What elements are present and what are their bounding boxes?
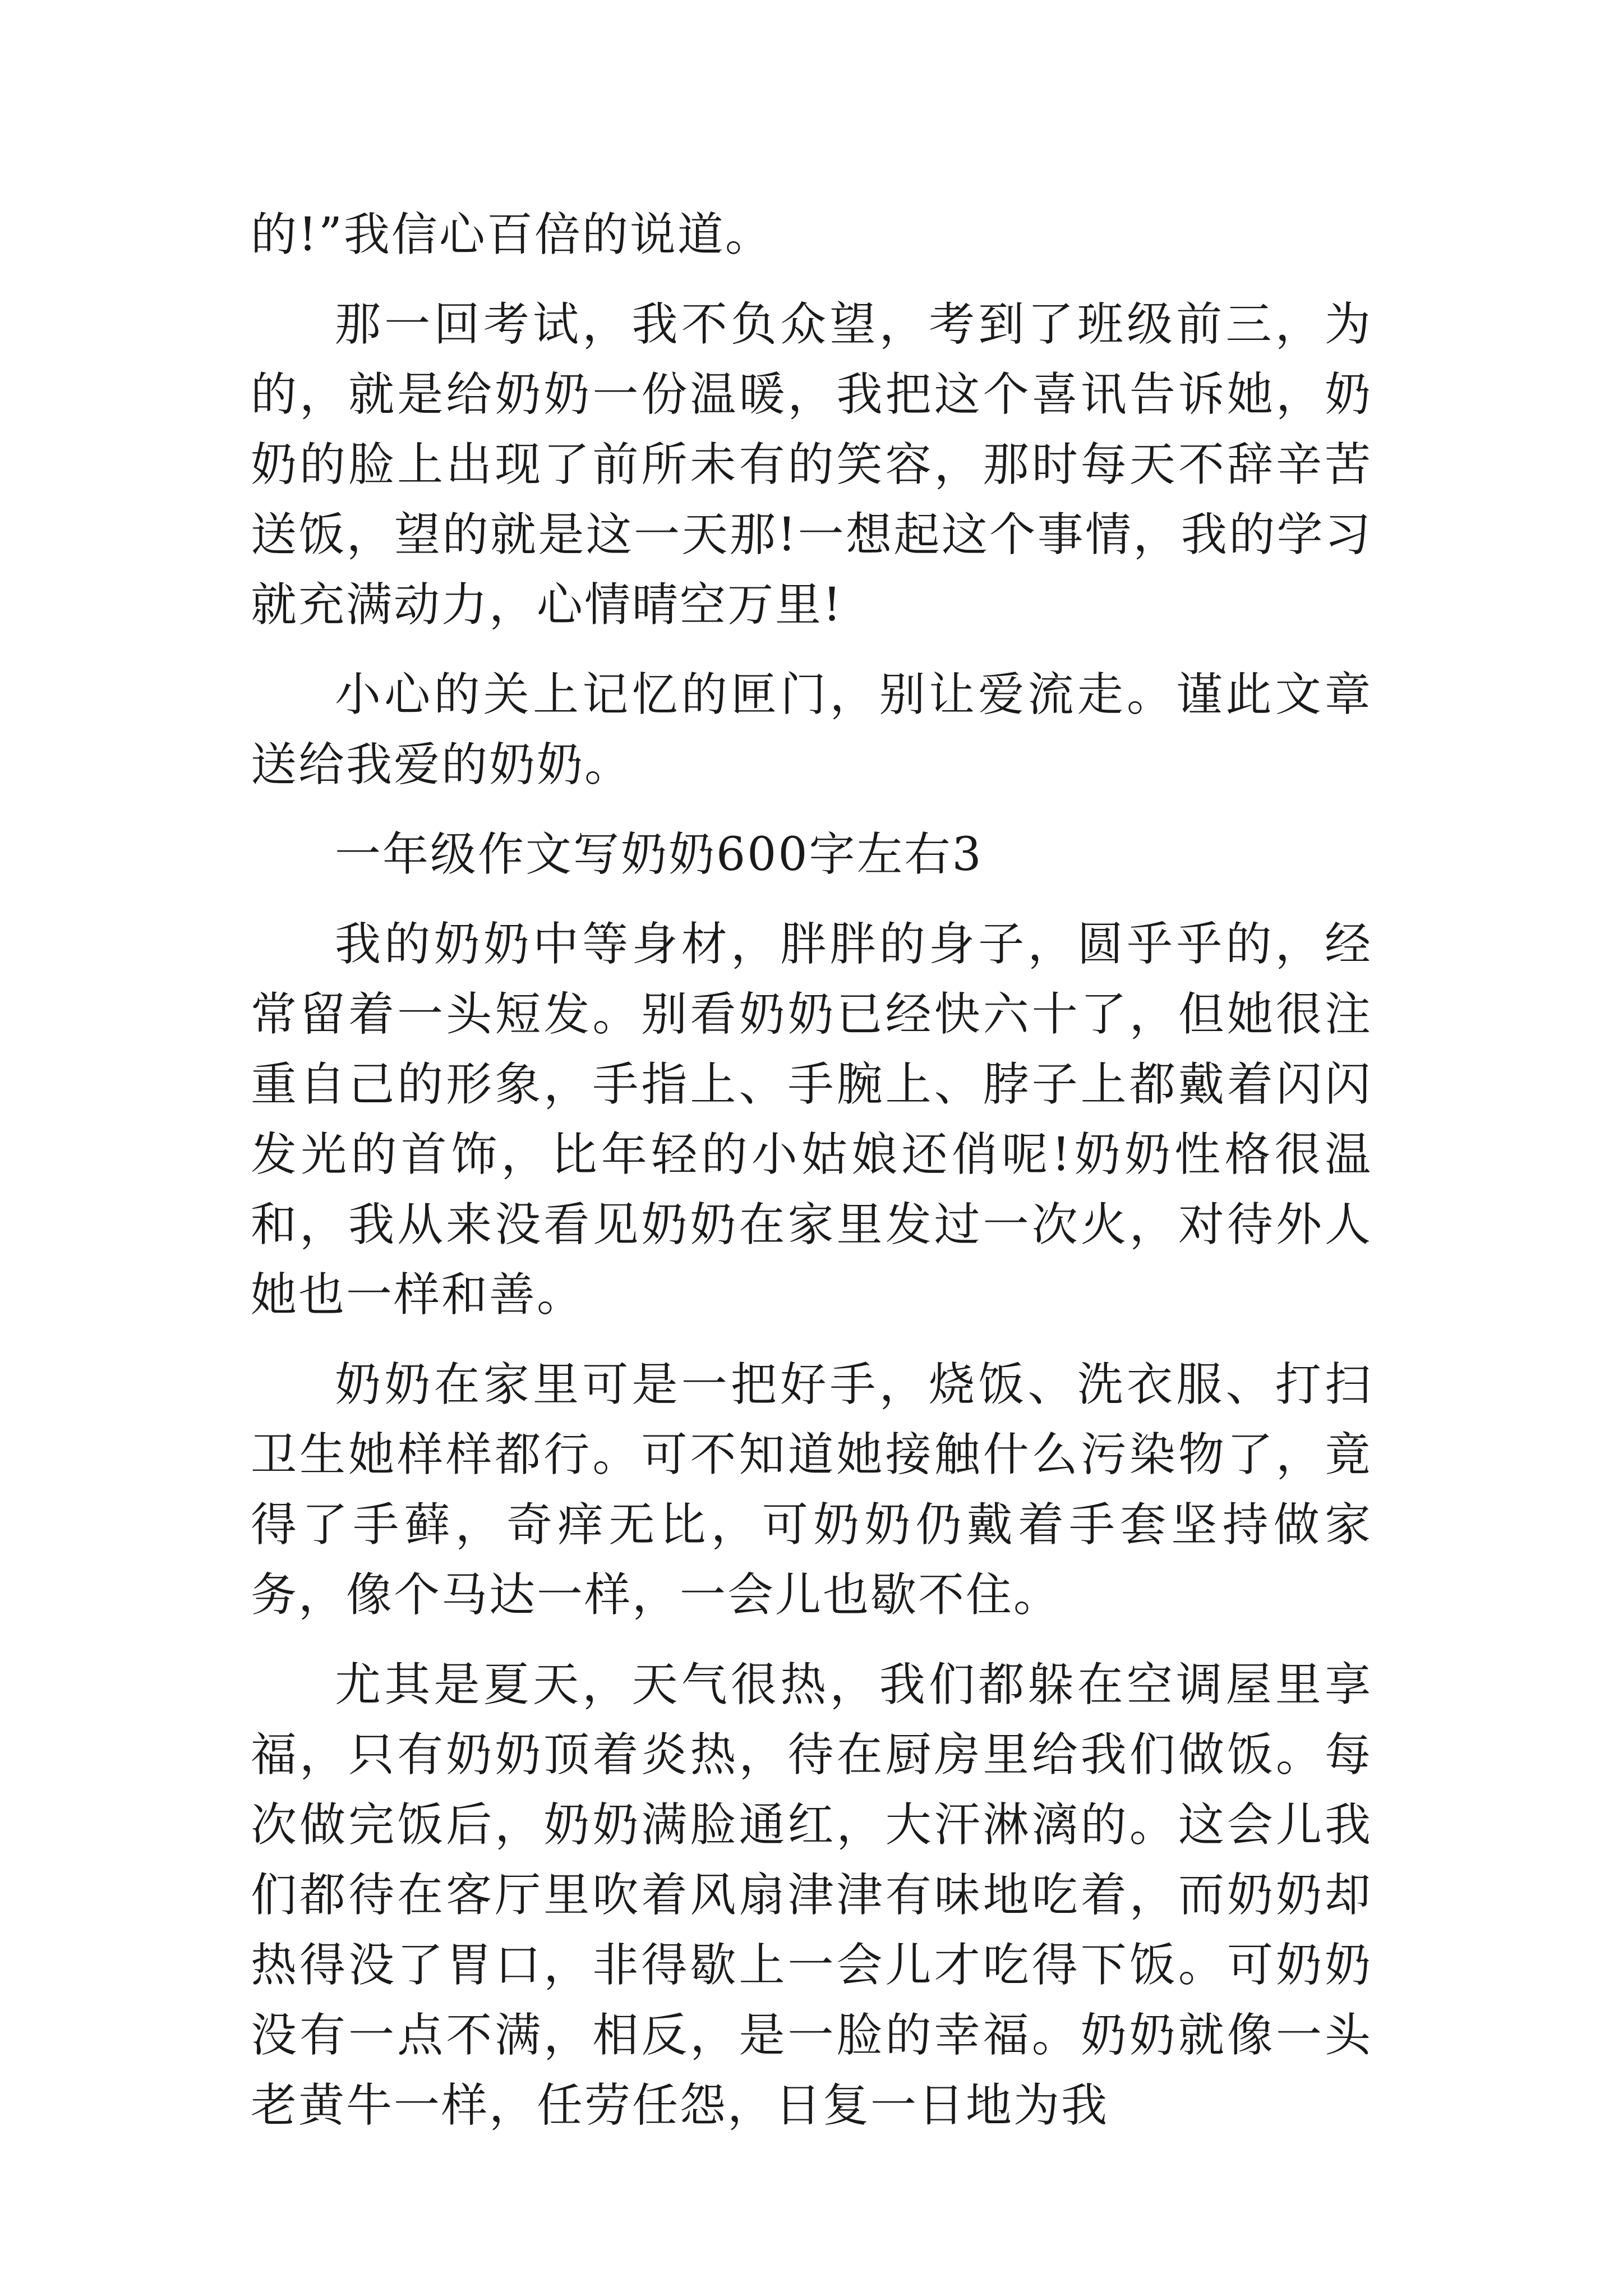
paragraph-1: 的!”我信心百倍的说道。 bbox=[251, 208, 773, 261]
paragraph-5: 奶奶在家里可是一把好手，烧饭、洗衣服、打扫卫生她样样都行。可不知道她接触什么污染物了，竟得了手藓，奇痒无比，可奶奶仍戴着手套坚持做家务，像个马达一样，一会儿也歇不住。 bbox=[251, 1358, 1372, 1622]
document-body bbox=[251, 200, 1372, 2160]
section-heading: 一年级作文写奶奶600字左右3 bbox=[335, 828, 983, 881]
paragraph-2: 那一回考试，我不负众望，考到了班级前三，为的，就是给奶奶一份温暖，我把这个喜讯告诉她，奶奶的脸上出现了前所未有的笑容，那时每天不辞辛苦送饭，望的就是这一天那!一想起这个事情，我的学习就充满动力，心情晴空万里! bbox=[251, 298, 1372, 632]
paragraph-4: 我的奶奶中等身材，胖胖的身子，圆乎乎的，经常留着一头短发。别看奶奶已经快六十了，但她很注重自己的形象，手指上、手腕上、脖子上都戴着闪闪发光的首饰，比年轻的小姑娘还俏呢!奶奶性格很温和，我从来没看见奶奶在家里发过一次火，对待外人她也一样和善。 bbox=[251, 918, 1372, 1322]
paragraph-6: 尤其是夏天，天气很热，我们都躲在空调屋里享福，只有奶奶顶着炎热，待在厨房里给我们做饭。每次做完饭后，奶奶满脸通红，大汗淋漓的。这会儿我们都待在客厅里吹着风扇津津有味地吃着，而奶奶却热得没了胃口，非得歇上一会儿才吃得下饭。可奶奶没有一点不满，相反，是一脸的幸福。奶奶就像一头老黄牛一样，任劳任怨，日复一日地为我 bbox=[251, 1658, 1372, 2132]
paragraph-3: 小心的关上记忆的匣门，别让爱流走。谨此文章送给我爱的奶奶。 bbox=[251, 668, 1372, 792]
